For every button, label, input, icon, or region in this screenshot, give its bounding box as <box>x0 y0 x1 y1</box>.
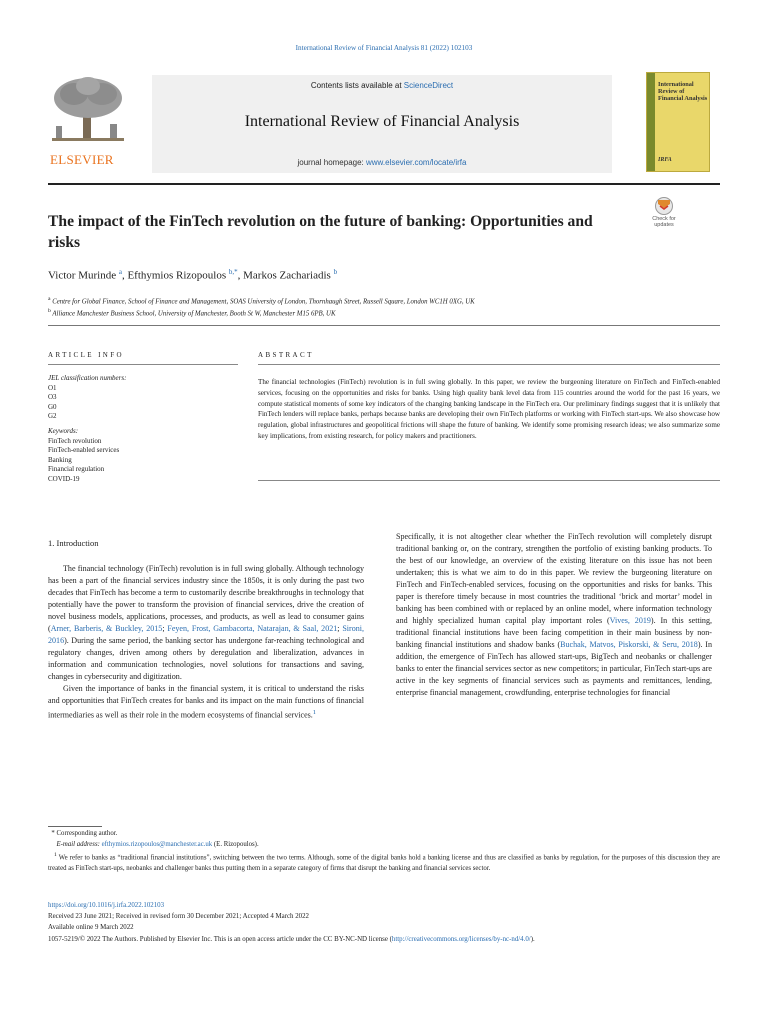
journal-name: International Review of Financial Analysis <box>244 113 520 130</box>
citation-link[interactable]: Vives, 2019 <box>609 616 651 625</box>
paragraph-text: ). In this setting, traditional financial institutions have been facing competition in their main business by non-banking financial institutions and shadow banks ( <box>396 616 712 649</box>
journal-header-center <box>152 75 612 173</box>
keyword: Banking <box>48 455 72 464</box>
body-paragraph <box>396 531 712 699</box>
check-for-updates-button[interactable] <box>644 196 684 238</box>
author-name[interactable]: Victor Murinde <box>48 269 117 282</box>
elsevier-wordmark: ELSEVIER <box>50 152 114 167</box>
corresponding-author-note <box>48 828 720 839</box>
article-title: The impact of the FinTech revolution on the future of banking: Opportunities and risks <box>48 213 593 251</box>
license-link[interactable]: http://creativecommons.org/licenses/by-nc-nd/4.0/ <box>391 935 531 943</box>
abstract-text: The financial technologies (FinTech) revolution is in full swing globally. In this paper, we review the burgeoning literature on FinTech and FinTech-enabled services, focusing on the opportunities and risks for banks. Using high quality bank level data from 115 countries around the world for the past 16 years, we compute statistical moments of some key indicators of the changing banking landscape in the FinTech era. Our preliminary findings suggest that it is unlikely that FinTech lenders will replace banks, perhaps because banks are developing their own FinTech platforms or working with FinTech start-ups. We also showcase how regulation, global infrastructures and geopolitical frictions will shape the future of banking. We identify some promising research ideas; we also summarize some key implications, from existing research, for policy makers and practitioners. <box>258 378 720 440</box>
paragraph-text: ). During the same period, the banking sector has undergone far-reaching technological and regulatory changes, driven among others by deregulation and liberalization, advances in information and communication technologies, novel solutions for transactions and saving, changes in cybersecurity and digitization. <box>48 636 364 681</box>
doi-link[interactable]: https://doi.org/10.1016/j.irfa.2022.102103 <box>48 902 165 909</box>
article-info-rule <box>48 364 238 365</box>
footnote-1 <box>48 850 720 874</box>
paragraph-text: The financial technology (FinTech) revolution is in full swing globally. Although technology has been a part of the financial services industry since the 1850s, it is only during the past two decades that FinTech has become a term to customarily describe breakthroughs in technology that potentially have the power to transform the provision of financial services, drive the creation of novel business models, applications, processes, and products, as well as lead to consumer gains ( <box>48 564 364 633</box>
footnote-text: Corresponding author. <box>56 830 118 837</box>
body-paragraph <box>48 563 364 683</box>
email-link[interactable]: efthymios.rizopoulos@manchester.ac.uk <box>101 841 213 848</box>
jel-code: O1 <box>48 383 57 392</box>
abstract-rule <box>258 364 720 365</box>
journal-citation-link[interactable]: International Review of Financial Analysis 81 (2022) 102103 <box>295 44 473 52</box>
available-online: Available online 9 March 2022 <box>48 924 134 932</box>
author-name[interactable]: Markos Zachariadis <box>243 269 331 282</box>
article-info-heading: ARTICLE INFO <box>48 351 125 359</box>
footnote-mark: 1 <box>54 852 57 858</box>
citation-separator: ; <box>337 624 343 633</box>
elsevier-tree-icon <box>48 74 128 150</box>
paragraph-text: ). In addition, the emergence of FinTech has allowed start-ups, BigTech and neobanks or challenger banks to enter the financial services sector as new competitors; in particular, FinTech start-ups are active in the key segments of financial services such as payments and remittances, lending, enterprise financial management, crowdfunding, enterprise technologies for financial <box>396 640 713 697</box>
body-right-column <box>396 531 712 699</box>
citation-separator: ; <box>162 624 168 633</box>
journal-header <box>48 70 720 180</box>
jel-label: JEL classification numbers: <box>48 374 127 382</box>
article-info-panel <box>48 374 238 485</box>
jel-code: G0 <box>48 402 57 411</box>
keywords-label: Keywords: <box>48 426 79 435</box>
affiliation <box>48 296 475 305</box>
email-note <box>48 839 720 850</box>
footnote-text: We refer to banks as “traditional financial institutions”, switching between the two terms. Although, some of the digital banks hold a banking license and thus are classified as banks by regulation, for the purposes of this discussion they are treated as FinTech start-ups, neobanks and challenger banks thus putting them in a separate category of firms that disrupt the banking and financial services sector. <box>48 854 721 873</box>
email-suffix: (E. Rizopoulos). <box>213 841 259 848</box>
license-line <box>48 934 720 945</box>
abstract-bottom-rule <box>258 480 720 481</box>
author-affiliation-mark[interactable]: b,* <box>228 268 238 276</box>
article-footer <box>48 900 720 945</box>
author-list: Victor Murinde $^a$, Efthymios Rizopoulos $^{b,*}$, Markos Zachariadis $^b$ <box>48 268 338 282</box>
affiliation-mark: a <box>48 296 51 302</box>
author-affiliation-mark[interactable]: a <box>118 268 122 276</box>
check-updates-icon <box>644 196 684 216</box>
homepage-line <box>152 158 612 167</box>
license-suffix: ). <box>530 935 535 943</box>
journal-cover-thumbnail[interactable] <box>646 72 710 172</box>
cover-strip <box>647 73 655 171</box>
journal-homepage-link[interactable]: www.elsevier.com/locate/irfa <box>366 158 467 167</box>
citation-link[interactable]: Sironi, 2016 <box>48 624 365 645</box>
sciencedirect-link[interactable]: ScienceDirect <box>403 81 454 90</box>
body-paragraph <box>48 683 364 722</box>
abstract-heading: ABSTRACT <box>258 351 314 359</box>
author-affiliation-mark[interactable]: b <box>333 268 338 276</box>
contents-prefix: Contents lists available at <box>310 81 404 90</box>
jel-code: G2 <box>48 412 57 421</box>
header-divider <box>48 183 720 185</box>
cover-title: International Review of Financial Analysis <box>658 81 708 102</box>
affiliation-text: Centre for Global Finance, School of Finance and Management, SOAS University of London, Thornhaugh Street, Russell Square, London WC1H 0XG, UK <box>52 298 475 306</box>
citation-link[interactable]: Buchak, Matvos, Piskorski, & Seru, 2018 <box>560 640 698 649</box>
keyword: COVID-19 <box>48 474 80 483</box>
footnote-mark: * <box>51 830 55 837</box>
license-text: 1057-5219/© 2022 The Authors. Published by Elsevier Inc. This is an open access article under the CC BY-NC-ND license ( <box>48 935 392 943</box>
paragraph-text: Specifically, it is not altogether clear whether the FinTech revolution will completely disrupt traditional banking or, on the contrary, strengthen the portfolio of existing banking products. To the best of our knowledge, an overview of the existing literature on this issue has not been undertaken; this is what we aim to do in this paper. We review the burgeoning literature on FinTech and FinTech-enabled services, focusing on the opportunities and risks for banks. This paper is therefore timely because in most countries the traditional ‘brick and mortar’ model in banking has been combined with or replaced by an online model, where information technology and highly specialized human capital play important roles ( <box>396 532 712 625</box>
affiliation <box>48 308 336 317</box>
homepage-prefix: journal homepage: <box>297 158 366 167</box>
citation-link[interactable]: Arner, Barberis, & Buckley, 2015 <box>50 624 163 633</box>
keyword: FinTech-enabled services <box>48 446 120 455</box>
citation-link[interactable]: Feyen, Frost, Gambacorta, Natarajan, & Saal, 2021 <box>167 624 338 633</box>
elsevier-tree-logo <box>48 74 128 166</box>
affiliation-mark: b <box>48 308 51 314</box>
section-heading-introduction: 1. Introduction <box>48 538 99 548</box>
keyword: Financial regulation <box>48 465 105 474</box>
section-divider <box>48 325 720 326</box>
keyword: FinTech revolution <box>48 436 102 445</box>
check-updates-label: Check for updates <box>652 216 676 228</box>
jel-code: O3 <box>48 393 57 402</box>
footnote-rule <box>48 826 102 827</box>
contents-line <box>152 81 612 90</box>
footnote-ref-link[interactable]: 1 <box>312 709 317 716</box>
email-label: E-mail address: <box>56 841 100 848</box>
affiliation-text: Alliance Manchester Business School, University of Manchester, Booth St W, Manchester M15 6PB, UK <box>52 310 336 318</box>
author-name[interactable]: Efthymios Rizopoulos <box>127 269 227 282</box>
footnotes <box>48 828 720 874</box>
body-left-column <box>48 537 364 722</box>
paragraph-text: Given the importance of banks in the financial system, it is critical to understand the risks and opportunities that FinTech creates for banks and its impact on the main functions of financial intermediaries as well as their role in the modern ecosystems of financial services. <box>48 684 364 720</box>
received-dates: Received 23 June 2021; Received in revised form 30 December 2021; Accepted 4 March 2022 <box>48 913 309 921</box>
cover-logo: IRFA <box>658 157 672 163</box>
